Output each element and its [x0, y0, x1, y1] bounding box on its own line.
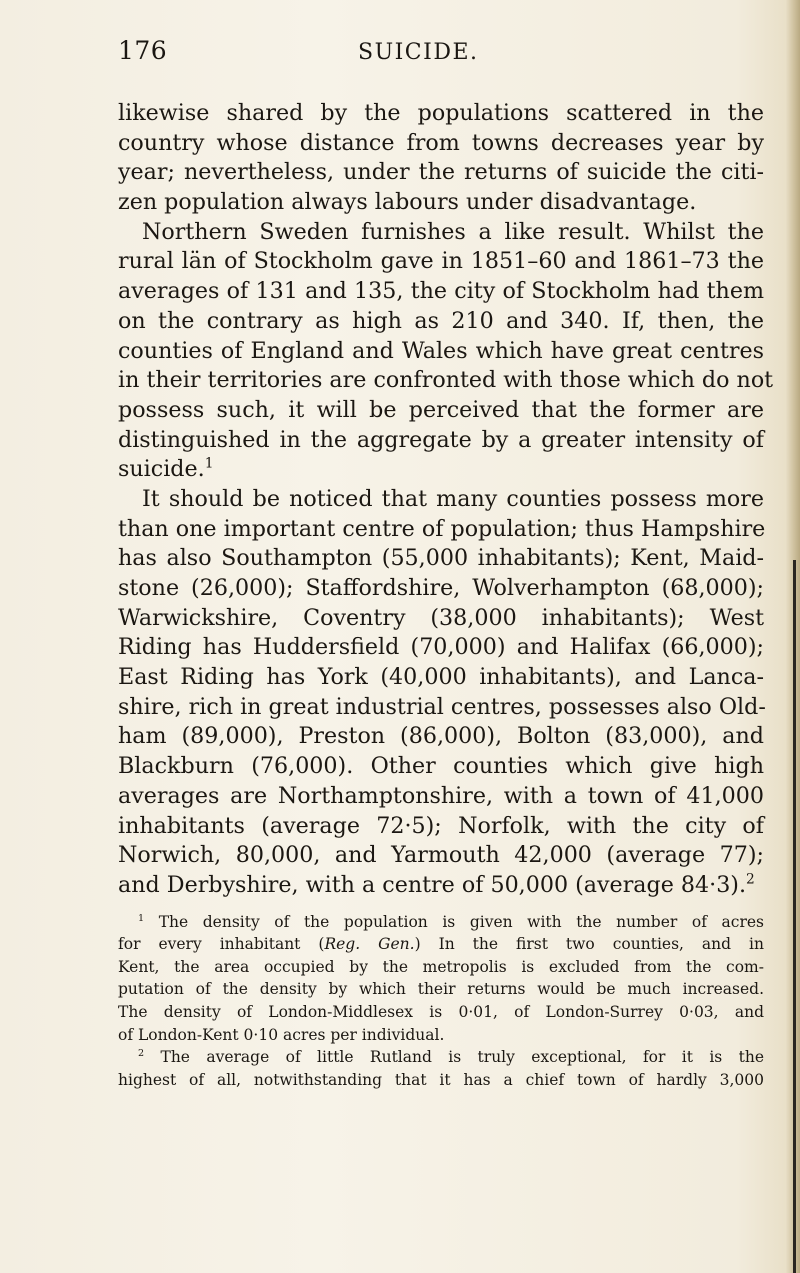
footnote-marker: 1: [204, 455, 214, 472]
footnote-1-line: of London-Kent 0·10 acres per individual.: [118, 1025, 445, 1044]
text-line-content: suicide.: [118, 456, 205, 483]
footnote-text-post: ) In the first two counties, and in: [414, 935, 764, 954]
text-line: [118, 455, 764, 485]
footnote-2-marker: 2: [138, 1047, 145, 1059]
footnote-text-pre: for every inhabitant (: [118, 935, 325, 954]
text-line: East Riding has York (40,000 inhabitants), and Lanca-: [118, 664, 764, 691]
footnote-1-line: Kent, the area occupied by the metropolis is excluded from the com-: [118, 957, 764, 976]
footnote-1-line: [118, 911, 764, 934]
text-line: inhabitants (average 72·5); Norfolk, with the city of: [118, 812, 764, 839]
text-line: possess such, it will be perceived that the former are: [118, 396, 764, 423]
text-line: stone (26,000); Staffordshire, Wolverhampton (68,000);: [118, 575, 764, 601]
text-line: rural län of Stockholm gave in 1851–60 and 1861–73 the: [118, 248, 764, 275]
text-line: counties of England and Wales which have great centres: [118, 337, 764, 364]
text-line: has also Southampton (55,000 inhabitants); Kent, Maid-: [118, 545, 764, 572]
body-text: [118, 99, 774, 1091]
text-line: Riding has Huddersfield (70,000) and Halifax (66,000);: [118, 634, 764, 661]
page-header: [118, 36, 758, 76]
text-line: Northern Sweden furnishes a like result. Whilst the: [142, 218, 764, 245]
text-line: likewise shared by the populations scattered in the: [118, 100, 764, 126]
text-line: averages of 131 and 135, the city of Stockholm had them: [118, 278, 764, 305]
text-line: than one important centre of population; thus Hampshire: [118, 515, 766, 542]
text-line: country whose distance from towns decreases year by: [118, 129, 764, 156]
text-line: zen population always labours under disadvantage.: [118, 189, 697, 216]
binding-shadow: [793, 560, 796, 1273]
text-line: Warwickshire, Coventry (38,000 inhabitants); West: [118, 604, 764, 631]
text-line: ham (89,000), Preston (86,000), Bolton (83,000), and: [118, 723, 764, 750]
footnote-1-line: putation of the density by which their returns would be much increased.: [118, 980, 764, 999]
page-number: 176: [118, 36, 168, 65]
text-line: on the contrary as high as 210 and 340. If, then, the: [118, 307, 764, 334]
footnote-2-line: [118, 1046, 764, 1069]
text-line: year; nevertheless, under the returns of suicide the citi-: [118, 159, 764, 186]
footnote-1-line: The density of London-Middlesex is 0·01, of London-Surrey 0·03, and: [118, 1002, 764, 1021]
text-line: averages are Northamptonshire, with a town of 41,000: [118, 782, 764, 809]
text-line: shire, rich in great industrial centres, possesses also Old-: [118, 693, 766, 720]
footnote-marker: 2: [746, 871, 755, 888]
footnote-1-line: [118, 933, 764, 956]
text-line: It should be noticed that many counties possess more: [142, 485, 764, 512]
text-line: Blackburn (76,000). Other counties which give high: [118, 753, 764, 780]
text-line: distinguished in the aggregate by a greater intensity of: [118, 426, 764, 453]
footnote-1-text: The density of the population is given with the number of acres: [158, 912, 764, 931]
footnote-1-marker: 1: [138, 912, 145, 924]
text-line: [118, 871, 764, 901]
footnote-2-line: highest of all, notwithstanding that it has a chief town of hardly 3,000: [118, 1070, 764, 1089]
footnotes: [118, 911, 764, 1092]
text-line: Norwich, 80,000, and Yarmouth 42,000 (average 77);: [118, 842, 764, 869]
text-line-content: and Derbyshire, with a centre of 50,000 (average 84·3).: [118, 871, 747, 898]
text-line: in their territories are confronted with those which do not: [118, 367, 774, 394]
footnote-citation: Reg. Gen.: [324, 935, 415, 954]
footnote-2-text: The average of little Rutland is truly exceptional, for it is the: [160, 1048, 764, 1067]
running-head: SUICIDE.: [358, 40, 479, 65]
